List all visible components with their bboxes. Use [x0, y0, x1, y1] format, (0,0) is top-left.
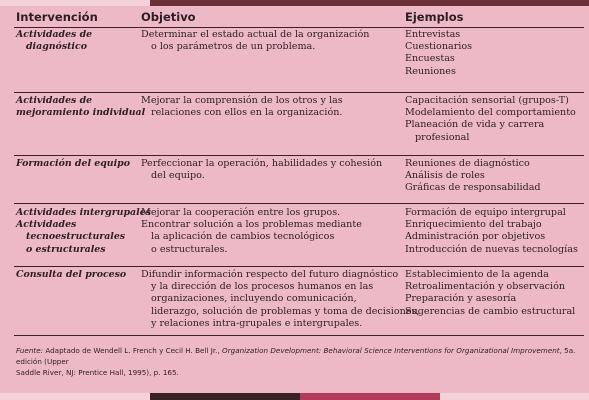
- category-line: Actividades intergrupales: [16, 207, 151, 218]
- objective-line: Mejorar la comprensión de los otros y las: [141, 95, 343, 106]
- example-line: profesional: [415, 131, 470, 143]
- category-line: o estructurales: [26, 243, 106, 255]
- source-label: Fuente:: [16, 346, 44, 355]
- objective-line: la aplicación de cambios tecnológicos: [151, 231, 335, 243]
- row-objective: [141, 29, 406, 53]
- objective-line: relaciones con ellos en la organización.: [151, 107, 343, 119]
- row-category: [16, 158, 138, 170]
- example-line: Análisis de roles: [405, 170, 485, 182]
- objective-line: Difundir información respecto del futuro diagnóstico: [141, 269, 399, 280]
- row-rule: [14, 203, 584, 204]
- row-objective: [141, 95, 406, 119]
- header-objetivo: Objetivo: [141, 10, 196, 24]
- category-line: mejoramiento individual: [16, 107, 146, 119]
- example-line: Enriquecimiento del trabajo: [405, 219, 542, 231]
- top-bar-dark-segment: [150, 0, 589, 6]
- category-line: Actividades: [16, 219, 77, 231]
- source-text: Adaptado de Wendell L. French y Cecil H. Bell Jr.,: [43, 346, 223, 355]
- row-examples: [405, 269, 585, 318]
- row-examples: [405, 158, 585, 195]
- source-note: [16, 345, 576, 378]
- objective-line: o estructurales.: [151, 243, 228, 255]
- category-line: Actividades de: [16, 29, 93, 40]
- example-line: Planeación de vida y carrera: [405, 119, 545, 131]
- example-line: Entrevistas: [405, 29, 461, 40]
- row-examples: [405, 95, 585, 144]
- top-color-bar: [0, 0, 589, 6]
- bottom-bar-segment: [300, 393, 440, 400]
- category-line: Formación del equipo: [16, 158, 130, 169]
- example-line: Reuniones: [405, 65, 456, 77]
- header-intervencion: Intervención: [16, 10, 98, 24]
- row-rule: [14, 92, 584, 93]
- example-line: Formación de equipo intergrupal: [405, 207, 566, 218]
- category-line: Actividades de: [16, 95, 93, 106]
- row-category: [16, 29, 138, 53]
- row-category: [16, 269, 138, 281]
- interventions-table: [14, 10, 584, 329]
- example-line: Cuestionarios: [405, 41, 473, 53]
- example-line: Retroalimentación y observación: [405, 281, 566, 293]
- example-line: Reuniones de diagnóstico: [405, 158, 530, 169]
- objective-line: y la dirección de los procesos humanos en las: [151, 281, 374, 293]
- category-line: Consulta del proceso: [16, 269, 127, 280]
- example-line: Introducción de nuevas tecnologías: [405, 243, 578, 255]
- bottom-color-bar: [0, 393, 589, 400]
- objective-line: organizaciones, incluyendo comunicación,: [151, 293, 357, 305]
- objective-line: y relaciones intra-grupales e intergrupales.: [151, 317, 363, 329]
- header-ejemplos: Ejemplos: [405, 10, 464, 24]
- example-line: Modelamiento del comportamiento: [405, 107, 576, 119]
- example-line: Encuestas: [405, 53, 455, 65]
- objective-line: liderazgo, solución de problemas y toma de decisiones,: [151, 305, 420, 317]
- objective-line: Encontrar solución a los problemas mediante: [141, 219, 362, 231]
- source-text: Saddle River, NJ: Prentice Hall, 1995), p. 165.: [16, 368, 179, 377]
- row-category: [16, 207, 151, 256]
- source-book-title: Organization Development: Behavioral Science Interventions for Organizational Improvement: [222, 346, 560, 355]
- top-bar-light-segment: [0, 0, 150, 6]
- row-objective: [141, 207, 406, 256]
- example-line: Capacitación sensorial (grupos-T): [405, 95, 569, 106]
- row-examples: [405, 29, 585, 78]
- row-examples: [405, 207, 585, 256]
- example-line: Administración por objetivos: [405, 231, 546, 243]
- bottom-bar-segment: [150, 393, 300, 400]
- header-rule: [14, 27, 584, 28]
- example-line: Establecimiento de la agenda: [405, 269, 549, 280]
- row-objective: [141, 158, 406, 182]
- example-line: Sugerencias de cambio estructural: [405, 305, 576, 317]
- objective-line: del equipo.: [151, 170, 205, 182]
- category-line: diagnóstico: [26, 41, 87, 53]
- row-category: [16, 95, 146, 119]
- row-objective: [141, 269, 420, 330]
- example-line: Gráficas de responsabilidad: [405, 182, 541, 194]
- row-rule: [14, 266, 584, 267]
- bottom-bar-segment: [0, 393, 150, 400]
- objective-line: Perfeccionar la operación, habilidades y cohesión: [141, 158, 383, 169]
- example-line: Preparación y asesoría: [405, 293, 517, 305]
- objective-line: o los parámetros de un problema.: [151, 41, 316, 53]
- row-rule: [14, 155, 584, 156]
- objective-line: Determinar el estado actual de la organización: [141, 29, 370, 40]
- table-bottom-rule: [14, 335, 584, 336]
- category-line: tecnoestructurales: [26, 231, 126, 243]
- source-text: , 5a. edición (Upper: [16, 346, 576, 366]
- bottom-bar-segment: [440, 393, 589, 400]
- objective-line: Mejorar la cooperación entre los grupos.: [141, 207, 341, 218]
